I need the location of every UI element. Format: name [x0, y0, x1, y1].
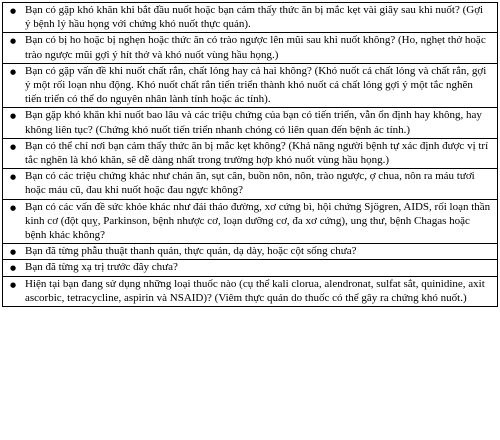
- bullet-icon: ●: [9, 280, 17, 289]
- question-text: Hiện tại bạn đang sử dụng những loại thuốc nào (cụ thể kali clorua, alendronat, sulfat sắt, quinidine, axit ascorbic, tetracycline, aspirin và NSAID)? (Viêm thực quản do thuốc có thể gây ra chứng khó nuốt.): [23, 276, 498, 306]
- question-text: Bạn gặp khó khăn khi nuốt bao lâu và các triệu chứng của bạn có tiến triển, vẫn ổn định hay không, hay không liên tục? (Chứng khó nuốt tiến triển nhanh chóng có liên quan đến bệnh ác tính.): [23, 108, 498, 138]
- question-row: [3, 169, 498, 199]
- bullet-icon: ●: [9, 173, 17, 182]
- question-row: [3, 199, 498, 244]
- bullet-icon: ●: [9, 7, 17, 15]
- bullet-icon: ●: [9, 142, 17, 151]
- question-text: Bạn đã từng xạ trị trước đây chưa?: [23, 260, 498, 276]
- question-text: Bạn có gặp khó khăn khi bắt đầu nuốt hoặc bạn cảm thấy thức ăn bị mắc kẹt vài giây sau khi nuốt? (Gợi ý bệnh lý hầu họng với chứng khó nuốt thực quản).: [23, 3, 498, 33]
- question-text: Bạn có gặp vấn đề khi nuốt chất rắn, chất lỏng hay cả hai không? (Khó nuốt cả chất lỏng và chất rắn, gợi ý một rối loạn nhu động. Khó nuốt chất rắn tiến triển thành khó nuốt cả chất lỏng gợi ý một tắc nghẽn tiến triển có thể do nguyên nhân lành tính hoặc ác tính).: [23, 63, 498, 108]
- question-text: Bạn có các triệu chứng khác như chán ăn, sụt cân, buồn nôn, nôn, trào ngược, ợ chua, nôn ra máu tươi hoặc máu cũ, đau khi nuốt hoặc đau ngực không?: [23, 169, 498, 199]
- question-row: [3, 108, 498, 138]
- question-row: [3, 276, 498, 306]
- question-row: [3, 138, 498, 168]
- bullet-icon: ●: [9, 248, 17, 257]
- question-row: [3, 244, 498, 260]
- question-table: [2, 2, 498, 307]
- question-text: Bạn có các vấn đề sức khỏe khác như đái tháo đường, xơ cứng bì, hội chứng Sjögren, AIDS, rối loạn thần kinh cơ (đột quỵ, Parkinson, bệnh nhược cơ, loạn dưỡng cơ, đa xơ cứng), ung thư, bệnh Chagas hoặc bệnh khác không?: [23, 199, 498, 244]
- question-text: Bạn có bị ho hoặc bị nghẹn hoặc thức ăn có trào ngược lên mũi sau khi nuốt không? (Ho, nghẹt thở hoặc trào ngược mũi gợi ý hít thở và khó nuốt vùng hầu họng.): [23, 33, 498, 63]
- bullet-icon: ●: [9, 67, 17, 76]
- question-row: [3, 3, 498, 33]
- question-text: Bạn đã từng phẫu thuật thanh quản, thực quản, dạ dày, hoặc cột sống chưa?: [23, 244, 498, 260]
- question-row: [3, 33, 498, 63]
- question-row: [3, 260, 498, 276]
- question-list: [3, 3, 498, 307]
- question-text: Bạn có thể chỉ nơi bạn cảm thấy thức ăn bị mắc kẹt không? (Khả năng người bệnh tự xác định được vị trí tắc nghẽn là khó khăn, sẽ dễ dàng nhất trong trường hợp khó nuốt vùng hầu họng.): [23, 138, 498, 168]
- bullet-icon: ●: [9, 264, 17, 273]
- bullet-icon: ●: [9, 37, 17, 46]
- question-row: [3, 63, 498, 108]
- bullet-icon: ●: [9, 112, 17, 121]
- bullet-icon: ●: [9, 203, 17, 212]
